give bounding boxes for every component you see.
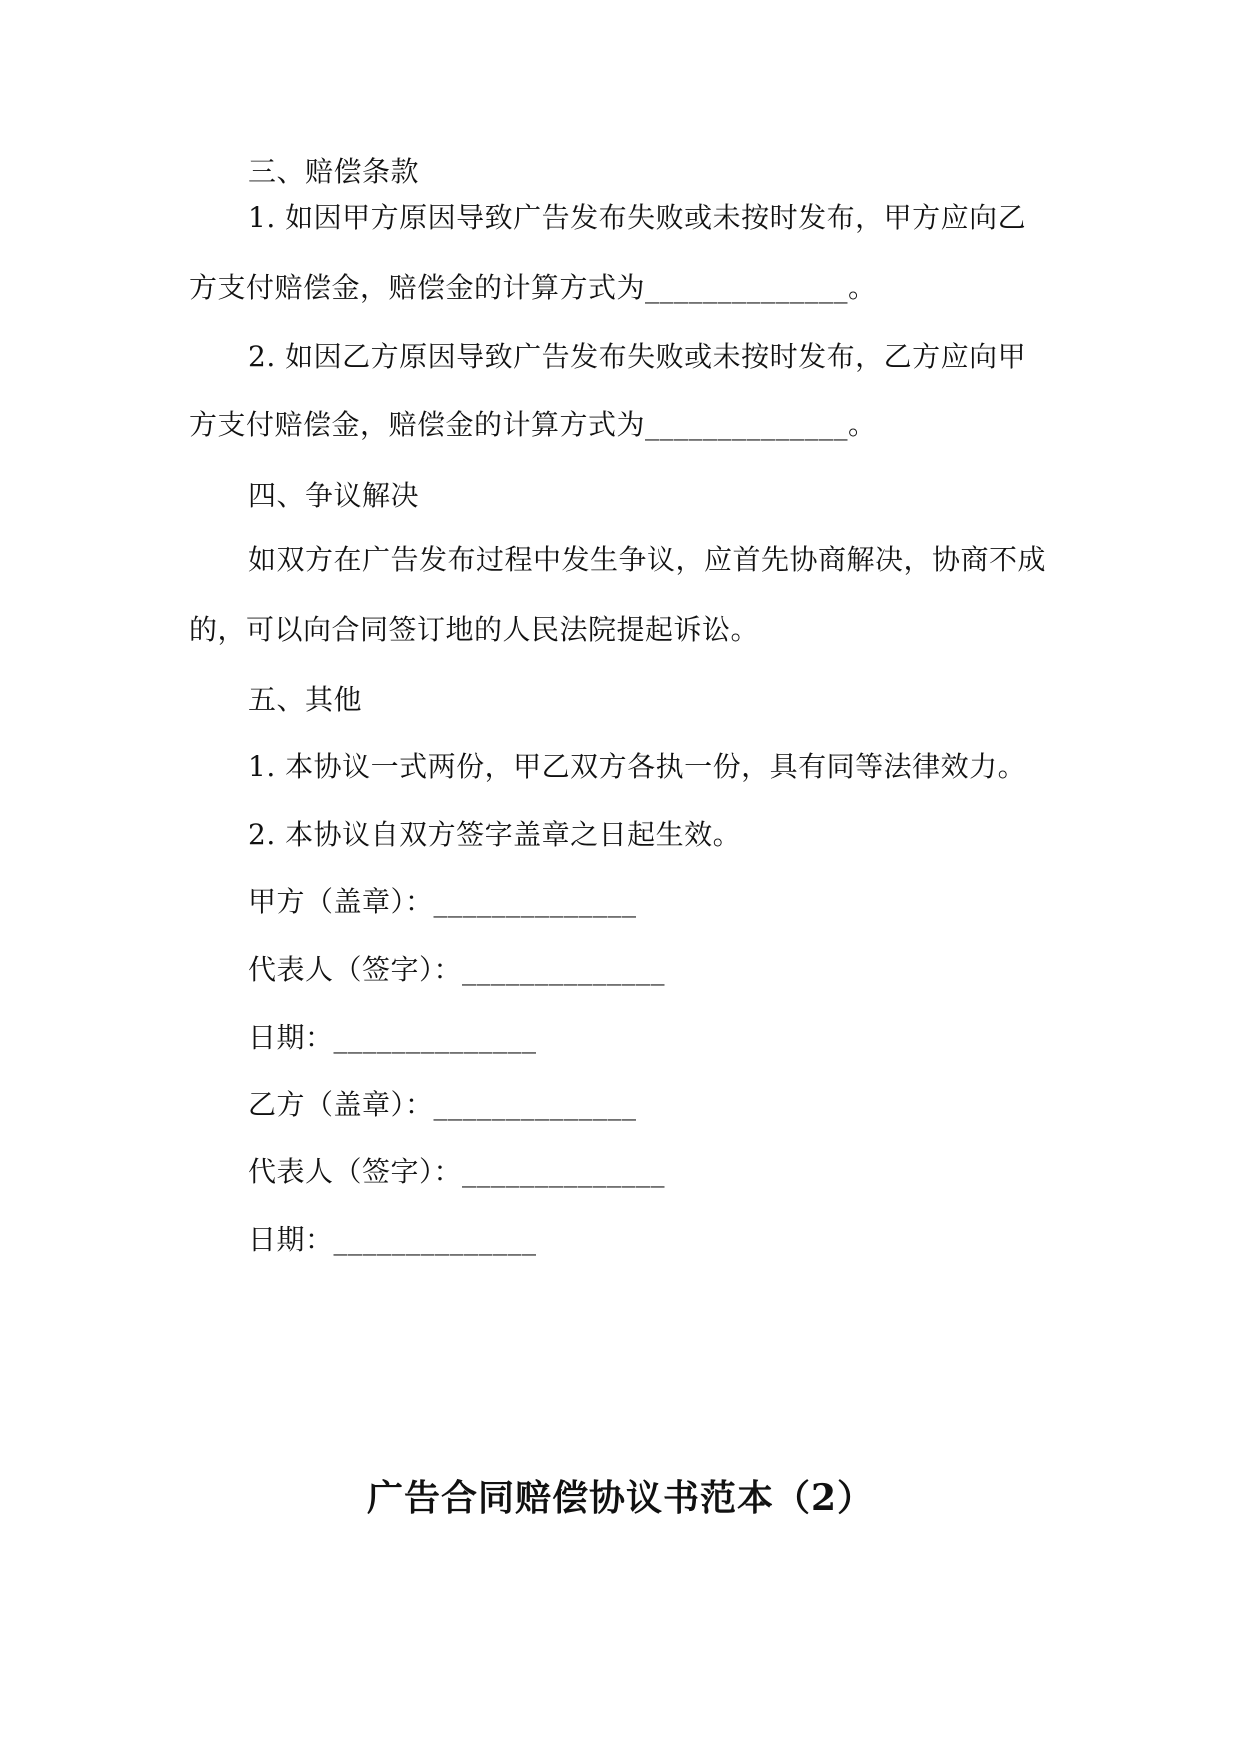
party-a-representative-line: 代表人（签字）：______________ [248,953,666,986]
party-a-seal-line: 甲方（盖章）：______________ [248,885,637,918]
section-3-heading: 三、赔偿条款 [248,155,420,188]
party-b-representative-line: 代表人（签字）：______________ [248,1155,666,1188]
party-b-seal-line: 乙方（盖章）：______________ [248,1088,637,1121]
next-document-title: 广告合同赔偿协议书范本（2） [366,1477,875,1519]
party-b-date-line: 日期：______________ [248,1223,537,1256]
section-4-para-line-1: 如双方在广告发布过程中发生争议，应首先协商解决，协商不成 [248,543,1047,576]
section-3-item-2-line-1: 2. 如因乙方原因导致广告发布失败或未按时发布，乙方应向甲 [248,340,1027,373]
section-4-heading: 四、争议解决 [248,479,420,512]
section-5-item-1: 1. 本协议一式两份，甲乙双方各执一份，具有同等法律效力。 [248,750,1027,783]
section-4-para-line-2: 的，可以向合同签订地的人民法院提起诉讼。 [189,613,760,646]
section-3-item-1-line-2: 方支付赔偿金，赔偿金的计算方式为______________。 [189,271,877,304]
section-3-item-2-line-2: 方支付赔偿金，赔偿金的计算方式为______________。 [189,408,877,441]
party-a-date-line: 日期：______________ [248,1021,537,1054]
section-3-item-1-line-1: 1. 如因甲方原因导致广告发布失败或未按时发布，甲方应向乙 [248,201,1027,234]
section-5-item-2: 2. 本协议自双方签字盖章之日起生效。 [248,818,742,851]
section-5-heading: 五、其他 [248,683,363,716]
